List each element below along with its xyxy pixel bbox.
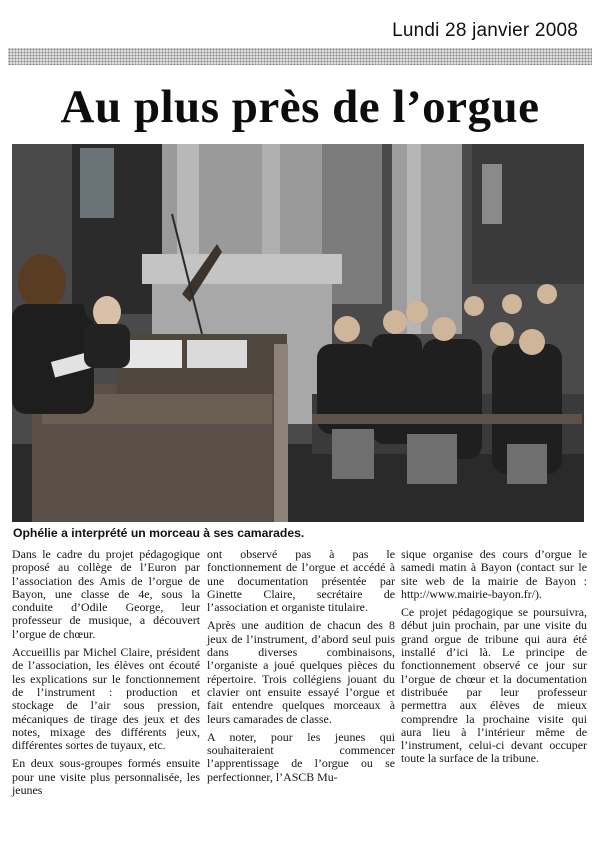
article-headline: Au plus près de l’orgue bbox=[60, 81, 540, 133]
church-organ-photo-illustration bbox=[12, 144, 584, 522]
article-photo bbox=[12, 144, 584, 522]
header-dotted-rule bbox=[8, 48, 592, 65]
paragraph: A noter, pour les jeunes qui souhaiteraient commencer l’apprentissage de l’orgue ou se perfectionner, l’ASCB Mu- bbox=[207, 729, 395, 784]
paragraph: Accueillis par Michel Claire, président de l’association, les élèves ont écouté les explications sur le fonctionnement de l’instrument : production et stockage de l’air sous pression, mécaniques de tirage des jeux et des notes, mixage des différents jeux, différentes sortes de tuyaux, etc. bbox=[12, 645, 200, 753]
paragraph: sique organise des cours d’orgue le samedi matin à Bayon (contact sur le site web de la mairie de Bayon : http://www.mairie-bayon.fr/). bbox=[401, 547, 587, 601]
article-column-3 bbox=[401, 548, 587, 766]
article-column-1 bbox=[12, 548, 200, 797]
photo-caption: Ophélie a interprété un morceau à ses camarades. bbox=[13, 526, 305, 540]
publication-date: Lundi 28 janvier 2008 bbox=[392, 20, 578, 41]
paragraph: Ce projet pédagogique se poursuivra, début juin prochain, par une visite du grand orgue de tribune qui aura été installé d’ici là. Le principe de fonctionnement observé ce jour sur l’orgue de chœur et la documentation distribuée par leur professeur permettra aux élèves de mieux comprendre la prochaine visite qui aura lieu à l’intérieur même de l’instrument, celui-ci devant occuper toute la surface de la tribune. bbox=[401, 605, 587, 766]
article-column-2 bbox=[207, 548, 395, 784]
paragraph: ont observé pas à pas le fonctionnement de l’orgue et accédé à une documentation présentée par Ginette Claire, secrétaire de l’association et organiste titulaire. bbox=[207, 547, 395, 615]
paragraph: En deux sous-groupes formés ensuite pour une visite plus personnalisée, les jeunes bbox=[12, 756, 200, 798]
paragraph: Après une audition de chacun des 8 jeux de l’instrument, d’abord seul puis dans diverses combinaisons, l’organiste a joué quelques pièces du répertoire. Trois collégiens jouant du clavier ont ensuite essayé l’orgue et fait entendre quelques morceaux à leurs camarades de classe. bbox=[207, 618, 395, 726]
paragraph: Dans le cadre du projet pédagogique proposé au collège de l’Euron par l’association des Amis de l’orgue de Bayon, une classe de 4e, sous la conduite d’Odile George, leur professeur de musique, a découvert l’orgue de chœur. bbox=[12, 547, 200, 641]
